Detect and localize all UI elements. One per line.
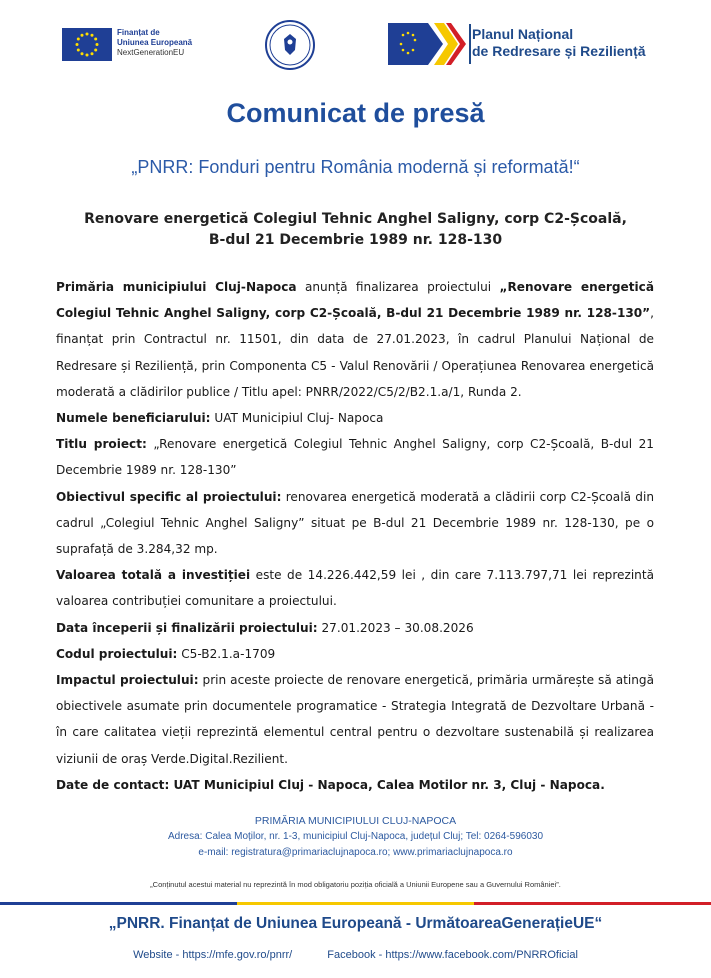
romanian-government-seal-icon <box>265 20 315 70</box>
dates-line: Data începerii și finalizării proiectului: 27.01.2023 – 30.08.2026 <box>56 620 474 635</box>
contact-line: Date de contact: UAT Municipiul Cluj - Napoca, Calea Motilor nr. 3, Cluj - Napoca. <box>56 777 605 792</box>
value-line: Valoarea totală a investiției este de 14.226.442,59 lei , din care 7.113.797,71 lei reprezintă valoarea contribuției comunitare a proiectului. <box>56 568 654 609</box>
code-line: Codul proiectului: C5-B2.1.a-1709 <box>56 646 276 661</box>
project-title-line: Titlu proiect: „Renovare energetică Colegiul Tehnic Anghel Saligny, corp C2-Școală, B-dul 21 Decembrie 1989 nr. 128-130” <box>56 437 654 478</box>
eu-funding-label: Finanțat de Uniunea Europeană NextGenerationEU <box>117 28 193 57</box>
press-release-body <box>56 274 654 798</box>
objective-line: Obiectivul specific al proiectului: renovarea energetică moderată a clădirii corp C2-Școală din cadrul „Colegiul Tehnic Anghel Saligny” situat pe B-dul 21 Decembrie 1989 nr. 128-130, pe o suprafață de 3.284,32 mp. <box>56 489 654 557</box>
footer-contact: PRIMĂRIA MUNICIPIULUI CLUJ-NAPOCA Adresa: Calea Moților, nr. 1-3, municipiul Cluj-Napoca, județul Cluj; Tel: 0264-596030 e-mail: registratura@primariaclujnapoca.ro; www.primariaclujnapoca.ro <box>167 815 544 858</box>
facebook-link[interactable]: Facebook - https://www.facebook.com/PNRROficial <box>327 949 578 961</box>
pnrr-divider <box>469 24 471 64</box>
eu-flag-icon <box>62 28 112 61</box>
slogan: „PNRR. Finanțat de Uniunea Europeană - UrmătoareaGenerațieUE“ <box>108 915 603 932</box>
project-heading: Renovare energetică Colegiul Tehnic Anghel Saligny, corp C2-Școală, B-dul 21 Decembrie 1989 nr. 128-130 <box>84 211 627 248</box>
page-subtitle: „PNRR: Fonduri pentru România modernă și reformată!“ <box>131 157 580 177</box>
tricolor-stripe <box>0 902 711 905</box>
footer-links <box>0 949 711 961</box>
disclaimer: „Conținutul acestui material nu reprezintă în mod obligatoriu poziția oficială a Uniunii Europene sau a Guvernului României”. <box>150 880 561 889</box>
page-title: Comunicat de presă <box>226 98 485 128</box>
intro-paragraph: Primăria municipiului Cluj-Napoca anunță finalizarea proiectului „Renovare energetică Colegiul Tehnic Anghel Saligny, corp C2-Școală, B-dul 21 Decembrie 1989 nr. 128-130”, finanțat prin Contractul nr. 11501, din data de 27.01.2023, în cadrul Planului Național de Redresare și Reziliență, prin Componenta C5 - Valul Renovării / Operațiunea Renovarea energetică moderată a clădirilor publice / Titlu apel: PNRR/2022/C5/2/B2.1.a/1, Runda 2. <box>56 280 654 399</box>
pnrr-label: Planul Național de Redresare și Reziliență <box>472 26 646 59</box>
website-link[interactable]: Website - https://mfe.gov.ro/pnrr/ <box>133 949 293 961</box>
impact-line: Impactul proiectului: prin aceste proiecte de renovare energetică, primăria urmărește să atingă obiectivele asumate prin documentele programatice - Strategia Integrată de Dezvoltare Urbană - în care calitatea vieții reprezintă elementul central pentru o dezvoltare sustenabilă și realizarea viziunii de oraș Verde.Digital.Rezilient. <box>56 673 654 766</box>
pnrr-logo-icon <box>388 23 466 65</box>
beneficiary-line: Numele beneficiarului: UAT Municipiul Cluj- Napoca <box>56 411 384 426</box>
header-logos <box>0 20 711 70</box>
